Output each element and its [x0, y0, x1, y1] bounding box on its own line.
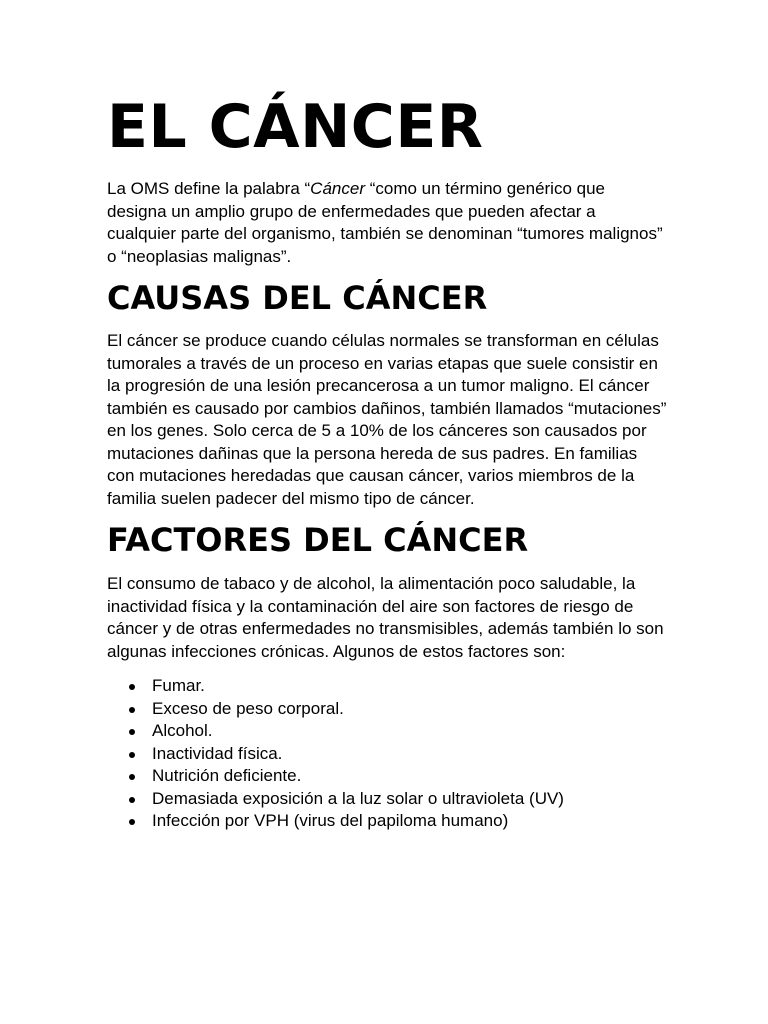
list-item-text: Inactividad física.	[152, 743, 283, 763]
list-item-text: Alcohol.	[152, 721, 213, 740]
list-item	[107, 810, 667, 833]
factors-list	[107, 675, 667, 833]
document-title: EL CÁNCER	[107, 92, 484, 162]
section-body-causas: El cáncer se produce cuando células normales se transforman en células tumorales a través de un proceso en varias etapas que suele consistir en la progresión de una lesión precancerosa a un tumor maligno. El cáncer también es causado por cambios dañinos, también llamados “mutaciones” en los genes. Solo cerca de 5 a 10% de los cánceres son causados por mutaciones dañinas que la persona hereda de sus padres. En familias con mutaciones heredadas que causan cáncer, varios miembros de la familia suelen padecer del mismo tipo de cáncer.	[107, 331, 667, 508]
bullet-icon	[129, 797, 135, 803]
intro-emphasis: Cáncer	[310, 179, 365, 198]
bullet-icon	[129, 684, 135, 690]
intro-text-after: “como un término genérico que designa un amplio grupo de enfermedades que pueden afectar a cualquier parte del organismo, también se denominan “tumores malignos” o “neoplasias malignas”.	[107, 179, 663, 266]
bullet-icon	[129, 752, 135, 758]
list-item-text: Infección por VPH (virus del papiloma humano)	[152, 811, 509, 830]
bullet-icon	[129, 729, 135, 735]
intro-paragraph	[107, 178, 667, 268]
list-item	[107, 743, 667, 766]
list-item	[107, 765, 667, 788]
section-heading-factores: FACTORES DEL CÁNCER	[107, 521, 529, 559]
list-item-text: Exceso de peso corporal.	[152, 698, 344, 718]
list-item	[107, 675, 667, 698]
bullet-icon	[129, 707, 135, 713]
section-heading-causas: CAUSAS DEL CÁNCER	[107, 279, 488, 317]
section-body-factores: El consumo de tabaco y de alcohol, la alimentación poco saludable, la inactividad física y la contaminación del aire son factores de riesgo de cáncer y de otras enfermedades no transmisibles, además también lo son algunas infecciones crónicas. Algunos de estos factores son:	[107, 574, 664, 661]
bullet-icon	[129, 819, 135, 825]
list-item-text: Demasiada exposición a la luz solar o ultravioleta (UV)	[152, 788, 564, 808]
list-item	[107, 788, 667, 811]
bullet-icon	[129, 774, 135, 780]
list-item-text: Fumar.	[152, 676, 205, 695]
list-item	[107, 720, 667, 743]
intro-text-before: La OMS define la palabra “	[107, 179, 311, 198]
document-page	[107, 88, 667, 833]
list-item-text: Nutrición deficiente.	[152, 766, 302, 785]
list-item	[107, 698, 667, 721]
